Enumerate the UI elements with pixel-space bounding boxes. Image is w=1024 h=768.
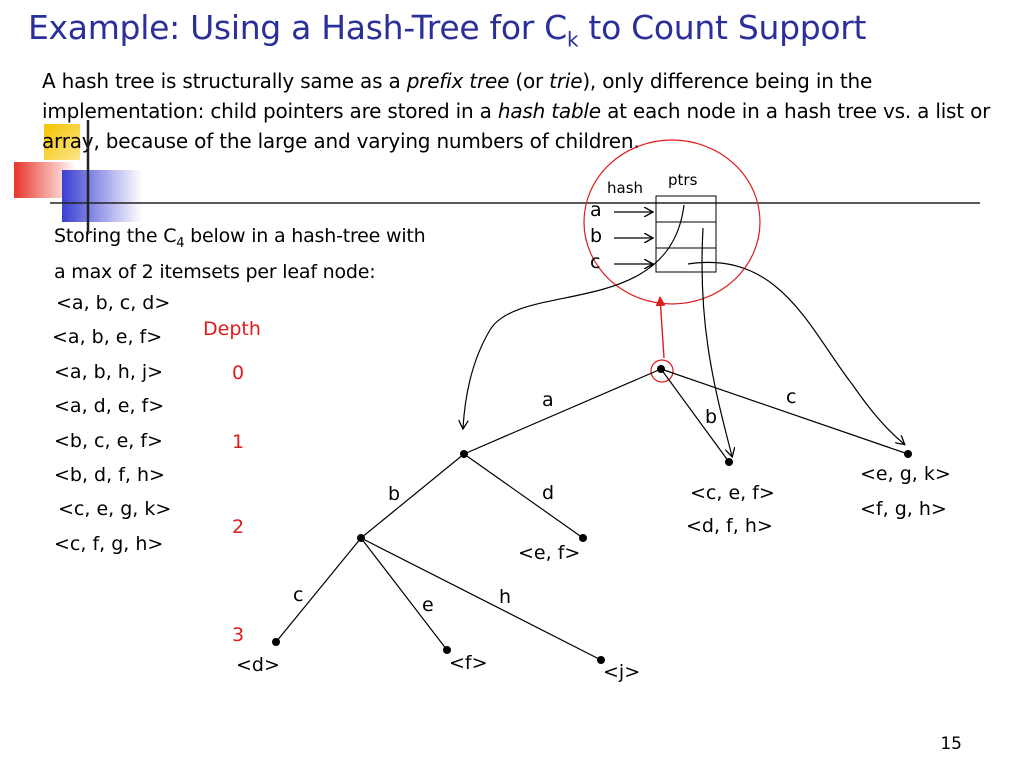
edge-n2-c [276,538,361,642]
edge-label-n2-h: h [499,586,512,608]
itemset-item: <b, c, e, f> [54,430,163,452]
leaf-itemset: <f, g, h> [860,498,947,520]
itemset-item: <a, b, h, j> [54,361,164,383]
edge-n1-b [361,454,464,538]
edge-label-root-b: b [705,406,718,428]
depth-level-2: 2 [232,516,245,538]
leaf-itemset: <e, g, k> [860,463,951,485]
edge-label-root-a: a [542,389,554,411]
edge-label-n1-b: b [388,483,401,505]
hash-key-a: a [590,199,602,221]
intro-paragraph: A hash tree is structurally same as a prefix tree (or trie), only difference being in the implementation: child pointers are stored in a hash table at each node in a hash tree vs. a list or array, because of the large and varying numbers of children. [42,69,991,153]
tree-node-root-b-leaf [725,458,733,466]
itemset-item: <c, f, g, h> [54,533,164,555]
tree-node-root-c-leaf [904,450,912,458]
hash-table-box [656,196,716,272]
edge-root-a [464,369,661,454]
itemset-item: <c, e, g, k> [58,498,172,520]
slide-number: 15 [940,734,962,754]
leaf-itemset: <e, f> [518,542,581,564]
edge-label-root-c: c [786,386,797,408]
tree-node-ab [357,534,365,542]
tree-node-a [460,450,468,458]
edge-label-n2-e: e [422,594,434,616]
itemset-item: <b, d, f, h> [54,464,165,486]
pointer-curve-c [688,262,904,444]
leaf-itemset: <f> [449,652,488,674]
c4-description: Storing the $C_4$ below in a hash-tree with a max of 2 itemsets per leaf node: [54,225,426,283]
ptrs-column-label: ptrs [668,171,698,189]
leaf-itemset: <j> [603,661,641,683]
tree-node-ad-leaf [579,534,587,542]
edge-n1-d [464,454,583,538]
depth-level-1: 1 [232,431,245,453]
leaf-itemset: <c, e, f> [690,482,775,504]
leaf-itemset: <d> [236,654,280,676]
hash-key-b: b [590,225,603,247]
tree-node-abc-leaf [272,638,280,646]
itemset-item: <a, b, c, d> [56,292,171,314]
edge-label-n2-c: c [293,584,304,606]
itemset-item: <a, d, e, f> [54,395,165,417]
edge-root-b [661,369,729,462]
root-to-hash-table-arrow [660,297,664,358]
edge-root-c [661,369,908,454]
itemset-item: <a, b, e, f> [52,326,163,348]
slide-title: Example: Using a Hash-Tree for $C_k$ to Count Support [28,8,867,52]
tree-node-root [657,365,665,373]
edge-label-n1-d: d [542,482,555,504]
depth-header: Depth [203,318,261,340]
leaf-itemset: <d, f, h> [686,515,773,537]
depth-level-0: 0 [232,362,245,384]
depth-level-3: 3 [232,624,245,646]
hash-key-c: c [590,251,601,273]
hash-column-label: hash [607,179,644,197]
edge-n2-e [361,538,447,650]
